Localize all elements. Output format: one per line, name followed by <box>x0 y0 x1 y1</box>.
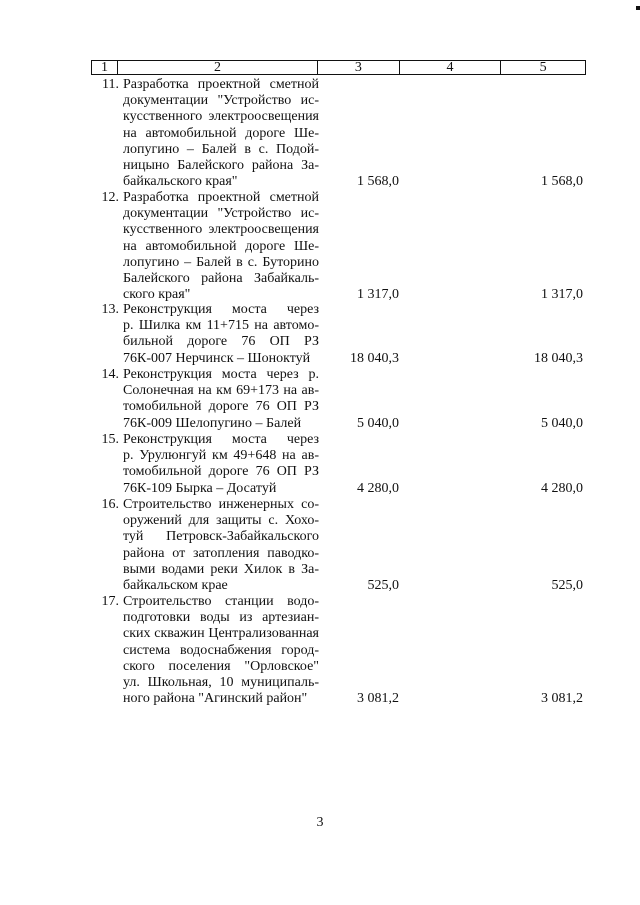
description-line: Реконструкция моста через <box>123 432 319 447</box>
corner-mark <box>636 6 640 10</box>
column-3-value: 4 280,0 <box>357 480 399 496</box>
description-line: р. Шилка км 11+715 на автомо- <box>123 318 319 334</box>
column-3-value: 5 040,0 <box>357 415 399 431</box>
description-line: кусственного электроосвещения <box>123 222 319 238</box>
column-5-value: 4 280,0 <box>541 480 583 496</box>
row-description <box>123 77 319 190</box>
column-5-value: 18 040,3 <box>534 350 583 366</box>
row-number: 13. <box>101 302 119 317</box>
row-number: 11. <box>102 77 119 92</box>
row-description <box>123 594 319 707</box>
description-line: кусственного электроосвещения <box>123 109 319 125</box>
description-line: р. Урулюнгуй км 49+648 на ав- <box>123 448 319 464</box>
description-line: выми водами реки Хилок в За- <box>123 561 319 577</box>
column-header-2: 2 <box>118 61 318 74</box>
description-line: туй Петровск-Забайкальского <box>123 529 319 545</box>
description-line: подготовки воды из артезиан- <box>123 610 319 626</box>
column-header-4: 4 <box>400 61 502 74</box>
row-description <box>123 190 319 303</box>
description-line: Строительство станции водо- <box>123 594 319 609</box>
column-3-value: 18 040,3 <box>350 350 399 366</box>
column-5-value: 5 040,0 <box>541 415 583 431</box>
column-5-value: 1 568,0 <box>541 174 583 190</box>
description-line: Разработка проектной сметной <box>123 190 319 205</box>
description-line: ного района "Агинский район" <box>123 691 308 707</box>
description-line: оружений для защиты с. Хохо- <box>123 513 319 529</box>
row-number: 12. <box>101 190 119 205</box>
description-line: бильной дороге 76 ОП РЗ <box>123 334 319 350</box>
row-number: 15. <box>101 432 119 447</box>
description-line: Разработка проектной сметной <box>123 77 319 92</box>
column-header-1: 1 <box>92 61 118 74</box>
description-line: Реконструкция моста через <box>123 302 319 317</box>
description-line: документации "Устройство ис- <box>123 93 319 109</box>
column-5-value: 3 081,2 <box>541 691 583 707</box>
description-line: 76К-007 Нерчинск – Шоноктуй <box>123 350 311 366</box>
row-number: 16. <box>101 497 119 512</box>
description-line: на автомобильной дороге Ше- <box>123 125 319 141</box>
description-line: Строительство инженерных со- <box>123 497 319 512</box>
description-line: байкальском крае <box>123 578 228 594</box>
description-line: байкальского края" <box>123 174 238 190</box>
description-line: Солонечная на км 69+173 на ав- <box>123 383 319 399</box>
description-line: томобильной дороге 76 ОП РЗ <box>123 464 319 480</box>
row-description <box>123 367 319 432</box>
column-header-3: 3 <box>318 61 400 74</box>
column-5-value: 1 317,0 <box>541 287 583 303</box>
column-5-value: 525,0 <box>551 578 583 593</box>
column-3-value: 1 568,0 <box>357 174 399 190</box>
column-3-value: 1 317,0 <box>357 287 399 303</box>
description-line: 76К-109 Бырка – Досатуй <box>123 480 277 496</box>
description-line: томобильной дороге 76 ОП РЗ <box>123 399 319 415</box>
description-line: 76К-009 Шелопугино – Балей <box>123 415 302 431</box>
description-line: ского края" <box>123 287 191 303</box>
row-description <box>123 302 319 367</box>
page-number: 3 <box>316 815 324 830</box>
description-line: ского поселения "Орловское" <box>123 658 319 674</box>
row-description <box>123 497 319 594</box>
description-line: на автомобильной дороге Ше- <box>123 238 319 254</box>
row-number: 17. <box>101 594 119 609</box>
description-line: ул. Школьная, 10 муниципаль- <box>123 675 319 691</box>
description-line: лопугино – Балей в с. Подой- <box>123 141 319 157</box>
column-3-value: 3 081,2 <box>357 691 399 707</box>
description-line: ских скважин Централизованная <box>123 626 319 642</box>
description-line: документации "Устройство ис- <box>123 206 319 222</box>
description-line: ницыно Балейского района За- <box>123 158 319 174</box>
column-header-5: 5 <box>539 60 547 75</box>
column-3-value: 525,0 <box>367 578 399 593</box>
row-number: 14. <box>101 367 119 382</box>
description-line: района от затопления паводко- <box>123 545 319 561</box>
description-line: Балейского района Забайкаль- <box>123 271 319 287</box>
table-header-row <box>91 60 586 75</box>
description-line: система водоснабжения город- <box>123 642 319 658</box>
row-description <box>123 432 319 497</box>
description-line: Реконструкция моста через р. <box>123 367 319 382</box>
description-line: лопугино – Балей в с. Буторино <box>123 254 319 270</box>
